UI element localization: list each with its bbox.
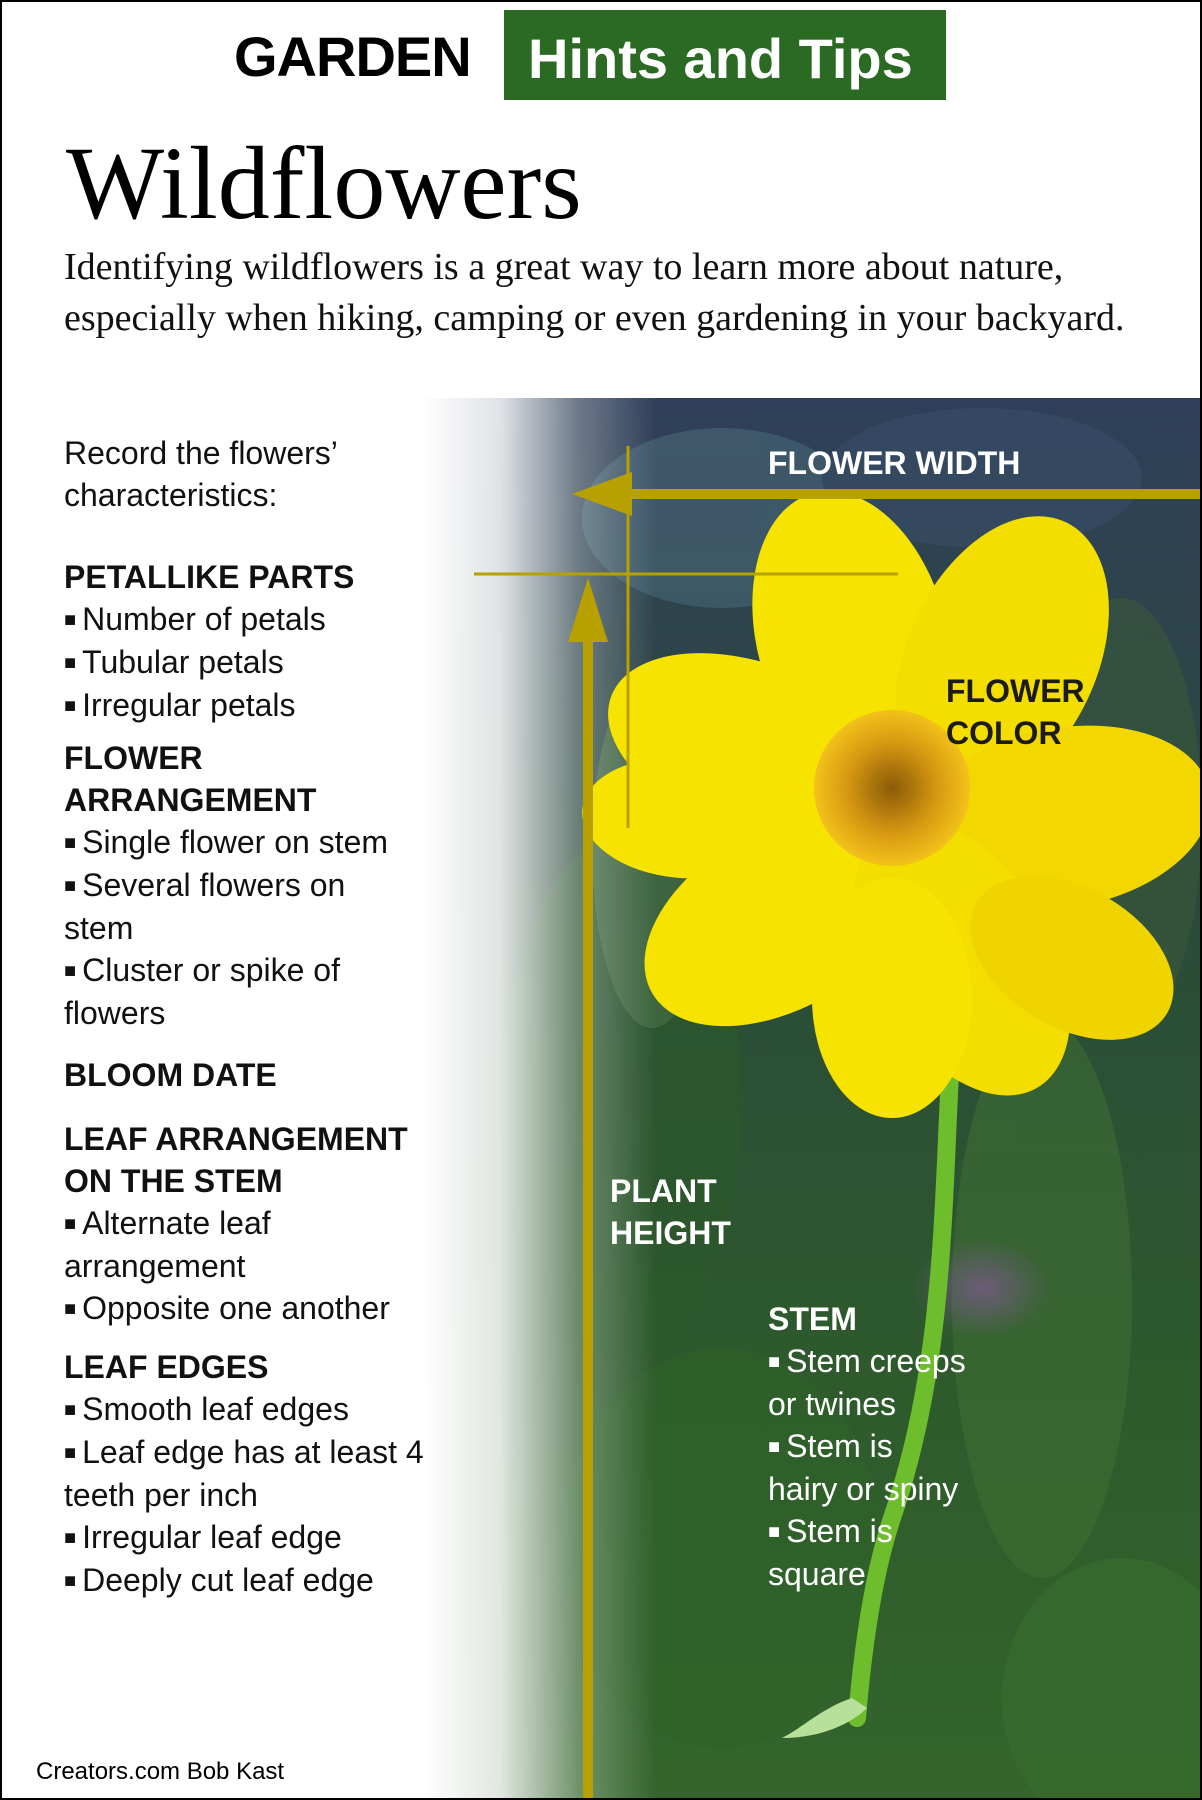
section-banner-label: Hints and Tips: [528, 27, 913, 90]
list-item: ■ Stem creeps or twines: [768, 1340, 968, 1425]
page-title: Wildflowers: [66, 126, 582, 241]
credit-line: Creators.com Bob Kast: [36, 1758, 285, 1785]
list-item: ■ Tubular petals: [64, 641, 464, 684]
list-item: ■ Leaf edge has at least 4 teeth per inch: [64, 1431, 444, 1516]
arrangement-heading-line1: FLOWER: [64, 740, 203, 776]
list-item: ■ Several flowers on stem: [64, 864, 394, 949]
bloom-date-heading: BLOOM DATE: [64, 1057, 277, 1093]
list-item: ■ Alternate leaf arrangement: [64, 1202, 324, 1287]
list-item: ■ Irregular leaf edge: [64, 1516, 464, 1559]
stem-characteristics: [768, 1298, 968, 1595]
characteristics-column: [64, 432, 464, 1602]
leaf-edges-heading: LEAF EDGES: [64, 1349, 269, 1385]
leaf-arrangement-heading-line2: ON THE STEM: [64, 1163, 283, 1199]
plant-height-label-line2: HEIGHT: [610, 1215, 731, 1251]
record-intro: Record the flowers’ characteristics:: [64, 435, 337, 513]
garden-heading: GARDEN: [234, 25, 471, 88]
list-item: ■ Smooth leaf edges: [64, 1388, 464, 1431]
list-item: ■ Cluster or spike of flowers: [64, 949, 394, 1034]
flower-width-label: FLOWER WIDTH: [768, 445, 1021, 481]
list-item: ■ Single flower on stem: [64, 821, 464, 864]
petallike-heading: PETALLIKE PARTS: [64, 559, 355, 595]
stem-heading: STEM: [768, 1301, 857, 1337]
list-item: ■ Stem is hairy or spiny: [768, 1425, 968, 1510]
list-item: ■ Opposite one another: [64, 1287, 464, 1330]
list-item: ■ Stem is square: [768, 1510, 968, 1595]
intro-paragraph: Identifying wildflowers is a great way to learn more about nature, especially when hiking, camping or even gardening in your backyard.: [64, 246, 1125, 339]
list-item: ■ Deeply cut leaf edge: [64, 1559, 464, 1602]
leaf-arrangement-heading-line1: LEAF ARRANGEMENT: [64, 1121, 408, 1157]
list-item: ■ Number of petals: [64, 598, 464, 641]
plant-height-label-line1: PLANT: [610, 1173, 717, 1209]
list-item: ■ Irregular petals: [64, 684, 464, 727]
section-banner: [504, 10, 946, 100]
flower-color-label-line2: COLOR: [946, 715, 1062, 751]
arrangement-heading-line2: ARRANGEMENT: [64, 782, 317, 818]
flower-color-label-line1: FLOWER: [946, 673, 1085, 709]
